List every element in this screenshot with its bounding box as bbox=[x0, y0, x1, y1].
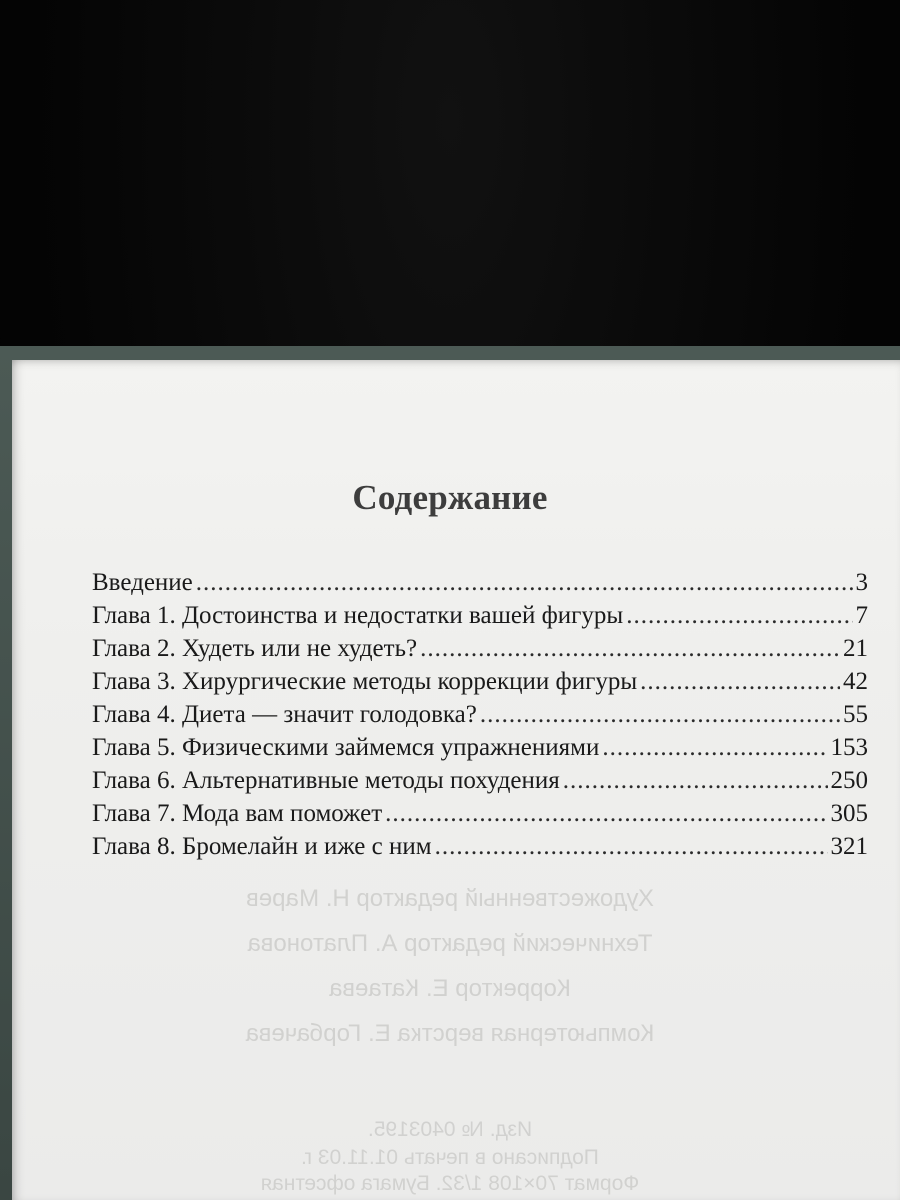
toc-entry-label: Глава 2. Худеть или не худеть? bbox=[92, 635, 418, 662]
toc-entry bbox=[92, 764, 868, 797]
toc-entry-label: Глава 5. Физическими займемся упражнениями bbox=[92, 734, 600, 761]
toc-entry bbox=[92, 599, 868, 632]
toc-dot-leader bbox=[563, 764, 828, 797]
show-through-line: Компьютерная верстка Е. Горбачева bbox=[245, 1020, 655, 1047]
toc-entry bbox=[92, 566, 868, 599]
toc-dot-leader bbox=[385, 797, 827, 830]
toc-dot-leader bbox=[196, 566, 853, 599]
toc-entry-label: Введение bbox=[92, 569, 193, 596]
toc-entry-label: Глава 8. Бромелайн и иже с ним bbox=[92, 833, 432, 860]
show-through-line: Корректор Е. Катаева bbox=[329, 975, 571, 1002]
toc-entry-page: 321 bbox=[830, 833, 868, 860]
toc-entry bbox=[92, 665, 868, 698]
toc-entry-page: 42 bbox=[843, 668, 868, 695]
toc-entry-page: 3 bbox=[855, 569, 868, 596]
show-through-line: Подписано в печать 01.11.03 г. bbox=[301, 1146, 599, 1169]
toc-entry-label: Глава 1. Достоинства и недостатки вашей фигуры bbox=[92, 602, 624, 629]
toc-entry bbox=[92, 830, 868, 863]
toc-entry-label: Глава 7. Мода вам поможет bbox=[92, 800, 383, 827]
toc-entry-page: 250 bbox=[830, 767, 868, 794]
show-through-line: Формат 70×108 1/32. Бумага офсетная bbox=[260, 1172, 640, 1195]
toc-entry-page: 153 bbox=[830, 734, 868, 761]
toc-entry-page: 21 bbox=[843, 635, 868, 662]
toc-dot-leader bbox=[602, 731, 827, 764]
toc-dot-leader bbox=[640, 665, 840, 698]
show-through-line: Художественный редактор Н. Марев bbox=[246, 885, 654, 912]
show-through-line: Технический редактор А. Платонова bbox=[247, 930, 653, 957]
table-of-contents bbox=[92, 566, 868, 863]
toc-dot-leader bbox=[480, 698, 840, 731]
toc-entry-label: Глава 4. Диета — значит голодовка? bbox=[92, 701, 477, 728]
contents-title: Содержание bbox=[352, 478, 548, 517]
toc-entry-page: 305 bbox=[830, 800, 868, 827]
show-through-line: Изд. № 0403195. bbox=[367, 1118, 533, 1141]
toc-dot-leader bbox=[626, 599, 852, 632]
toc-dot-leader bbox=[435, 830, 828, 863]
toc-entry-label: Глава 3. Хирургические методы коррекции фигуры bbox=[92, 668, 638, 695]
toc-entry-page: 55 bbox=[843, 701, 868, 728]
toc-dot-leader bbox=[420, 632, 840, 665]
toc-entry bbox=[92, 731, 868, 764]
toc-entry-page: 7 bbox=[855, 602, 868, 629]
toc-entry bbox=[92, 698, 868, 731]
toc-entry bbox=[92, 632, 868, 665]
toc-entry bbox=[92, 797, 868, 830]
toc-entry-label: Глава 6. Альтернативные методы похудения bbox=[92, 767, 560, 794]
